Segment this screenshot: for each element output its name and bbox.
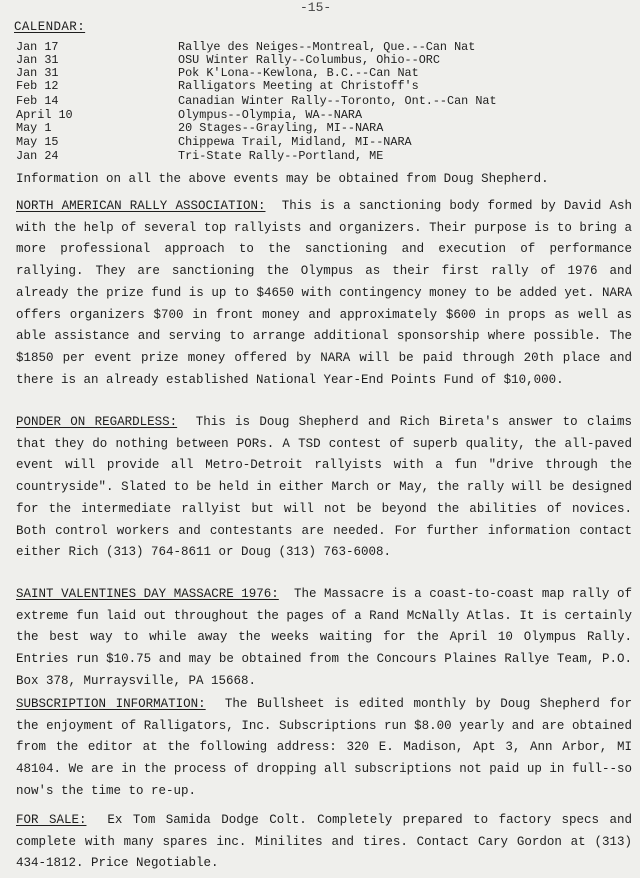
article-ponder-on-regardless (16, 412, 632, 564)
article-title: NORTH AMERICAN RALLY ASSOCIATION: (16, 199, 266, 213)
article-body: This is Doug Shepherd and Rich Bireta's answer to claims that they do nothing between PORs. A TSD contest of superb quality, the all-paved event will provide all Metro-Detroit rallyists with a fun "drive through the countryside". Slated to be held in either March or May, the rally will be designed for the intermediate rallyist but will not be beyond the abilities of novices. Both control workers and contestants are needed. For further information contact either Rich (313) 764-8611 or Doug (313) 763-6008. (16, 415, 632, 560)
article-body: Ex Tom Samida Dodge Colt. Completely prepared to factory specs and complete with many spares inc. Minilites and tires. Contact Cary Gordon at (313) 434-1812. Price Negotiable. (16, 813, 632, 871)
page-number: -15- (300, 0, 332, 15)
event-date: Jan 31 (16, 53, 59, 67)
article-subscription-information (16, 694, 632, 803)
event-date: Feb 14 (16, 94, 59, 108)
article-body: The Bullsheet is edited monthly by Doug Shepherd for the enjoyment of Ralligators, Inc. Subscriptions run $8.00 yearly and are obtained from the editor at the following address: 320 E. Madison, Apt 3, Ann Arbor, MI 48104. We are in the process of dropping all subscriptions not paid up in full--so now's the time to re-up. (16, 697, 632, 798)
calendar-event (16, 122, 383, 135)
event-date: Jan 17 (16, 40, 59, 54)
event-date: Feb 12 (16, 79, 59, 93)
event-description: OSU Winter Rally--Columbus, Ohio--ORC (178, 53, 440, 67)
calendar-event (16, 150, 383, 163)
event-description: Ralligators Meeting at Christoff's (178, 79, 419, 93)
article-title: FOR SALE: (16, 813, 87, 827)
event-description: Pok K'Lona--Kewlona, B.C.--Can Nat (178, 66, 419, 80)
event-description: Chippewa Trail, Midland, MI--NARA (178, 135, 412, 149)
event-description: 20 Stages--Grayling, MI--NARA (178, 121, 384, 135)
event-date: May 15 (16, 135, 59, 149)
event-description: Canadian Winter Rally--Toronto, Ont.--Can Nat (178, 94, 497, 108)
event-date: Jan 31 (16, 66, 59, 80)
calendar-heading: CALENDAR: (14, 20, 86, 34)
article-body: This is a sanctioning body formed by David Ash with the help of several top rallyists and organizers. Their purpose is to bring a more professional approach to the sanctioning and execution of performance rallying. They are sanctioning the Olympus as their first rally of 1976 and already the prize fund is up to $4650 with contingency money to be added yet. NARA offers organizers $700 in front money and approximately $600 in props as well as able assistance and serving to arrange additional sponsorship where possible. The $1850 per event prize money offered by NARA will be paid through 20th place and there is an already established National Year-End Points Fund of $10,000. (16, 199, 632, 387)
event-description: Olympus--Olympia, WA--NARA (178, 108, 363, 122)
event-date: Jan 24 (16, 149, 59, 163)
article-saint-valentines-day-massacre (16, 584, 632, 693)
calendar-event (16, 95, 497, 108)
article-body: The Massacre is a coast-to-coast map rally of extreme fun laid out throughout the pages of a Rand McNally Atlas. It is certainly the best way to while away the weeks waiting for the April 10 Olympus Rally. Entries run $10.75 and may be obtained from the Concours Plaines Rallye Team, P.O. Box 378, Murraysville, PA 15668. (16, 587, 632, 688)
article-for-sale (16, 810, 632, 875)
event-date: May 1 (16, 121, 52, 135)
event-date: April 10 (16, 108, 73, 122)
calendar-info-line: Information on all the above events may be obtained from Doug Shepherd. (16, 172, 549, 186)
article-title: PONDER ON REGARDLESS: (16, 415, 178, 429)
article-title: SUBSCRIPTION INFORMATION: (16, 697, 206, 711)
event-description: Tri-State Rally--Portland, ME (178, 149, 384, 163)
article-north-american-rally-association (16, 196, 632, 391)
calendar-event (16, 136, 412, 149)
calendar-event (16, 80, 419, 93)
event-description: Rallye des Neiges--Montreal, Que.--Can Nat (178, 40, 476, 54)
article-title: SAINT VALENTINES DAY MASSACRE 1976: (16, 587, 279, 601)
